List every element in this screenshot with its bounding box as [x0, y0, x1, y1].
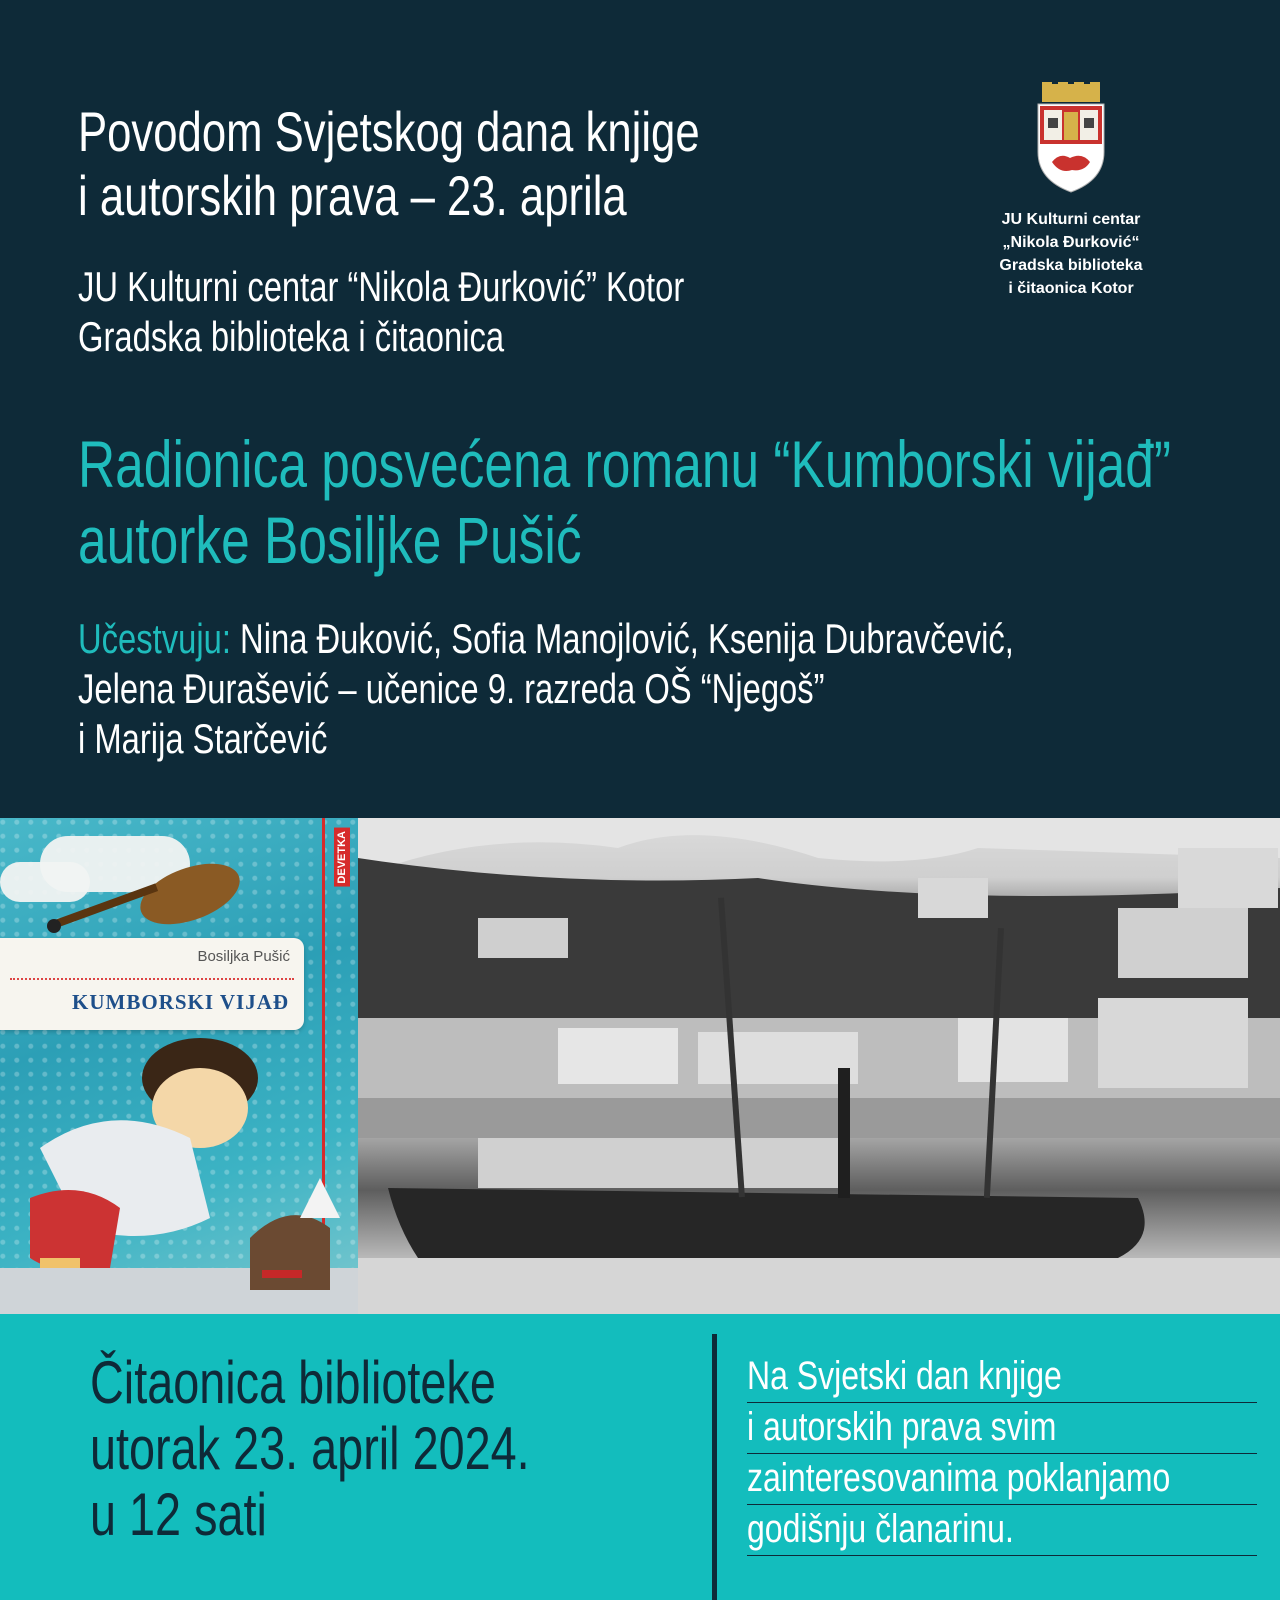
gift-text-3: zainteresovanima poklanjamo	[747, 1456, 1171, 1500]
bottom-info-band	[0, 1314, 1280, 1600]
logo-org-line-1: JU Kulturni centar	[1001, 211, 1141, 228]
gift-text-4: godišnju članarinu.	[747, 1507, 1014, 1551]
participants-text	[78, 614, 1014, 764]
cover-title: KUMBORSKI VIJAĐ	[72, 990, 290, 1014]
occasion-heading	[78, 100, 700, 228]
violin-icon	[40, 854, 250, 934]
gift-line-4	[747, 1505, 1257, 1556]
event-date: utorak 23. april 2024.	[90, 1415, 530, 1482]
participants-names-1: Nina Đuković, Sofia Manojlović, Ksenija Dubravčević,	[230, 615, 1014, 662]
logo-org-line-2: „Nikola Đurković“	[1002, 234, 1140, 251]
kotor-coat-of-arms-icon	[1036, 82, 1106, 194]
cover-title-band	[0, 938, 304, 1030]
logo-org-line-4: i čitaonica Kotor	[1008, 280, 1134, 297]
logo-org-line-3: Gradska biblioteka	[999, 257, 1143, 274]
event-location: Čitaonica biblioteke	[90, 1349, 496, 1416]
event-details	[90, 1350, 530, 1548]
gift-line-2	[747, 1403, 1257, 1454]
gift-line-3	[747, 1454, 1257, 1505]
event-title-line-2: autorke Bosiljke Pušić	[78, 503, 582, 577]
kotor-harbor-photo	[358, 818, 1280, 1314]
event-time: u 12 sati	[90, 1481, 267, 1548]
gift-text-2: i autorskih prava svim	[747, 1405, 1057, 1449]
occasion-line-2: i autorskih prava – 23. aprila	[78, 164, 627, 227]
harbor-scene	[358, 818, 1280, 1314]
cover-dotted-line	[10, 978, 294, 980]
gift-line-1	[747, 1352, 1257, 1403]
participants-line-2: Jelena Đurašević – učenice 9. razreda OŠ “Njegoš”	[78, 665, 825, 712]
image-band	[0, 818, 1280, 1314]
vertical-divider	[712, 1334, 717, 1600]
boy-and-dog-illustration	[0, 1028, 358, 1314]
publisher-mark: DEVETKA	[334, 828, 350, 887]
book-cover-image	[0, 818, 358, 1314]
event-title	[78, 426, 1171, 578]
participants-line-3: i Marija Starčević	[78, 715, 328, 762]
organizer-text	[78, 262, 684, 362]
participants-line-1	[78, 614, 1014, 664]
logo-org-name	[980, 208, 1162, 300]
gift-text-1: Na Svjetski dan knjige	[747, 1354, 1062, 1398]
participants-label: Učestvuju:	[78, 615, 231, 662]
occasion-line-1: Povodom Svjetskog dana knjige	[78, 100, 700, 163]
event-title-line-1: Radionica posvećena romanu “Kumborski vijađ”	[78, 427, 1172, 501]
membership-gift-note	[747, 1352, 1257, 1556]
organizer-line-2: Gradska biblioteka i čitaonica	[78, 313, 505, 360]
cover-author: Bosiljka Pušić	[197, 948, 290, 965]
organizer-line-1: JU Kulturni centar “Nikola Đurković” Kotor	[78, 263, 685, 310]
